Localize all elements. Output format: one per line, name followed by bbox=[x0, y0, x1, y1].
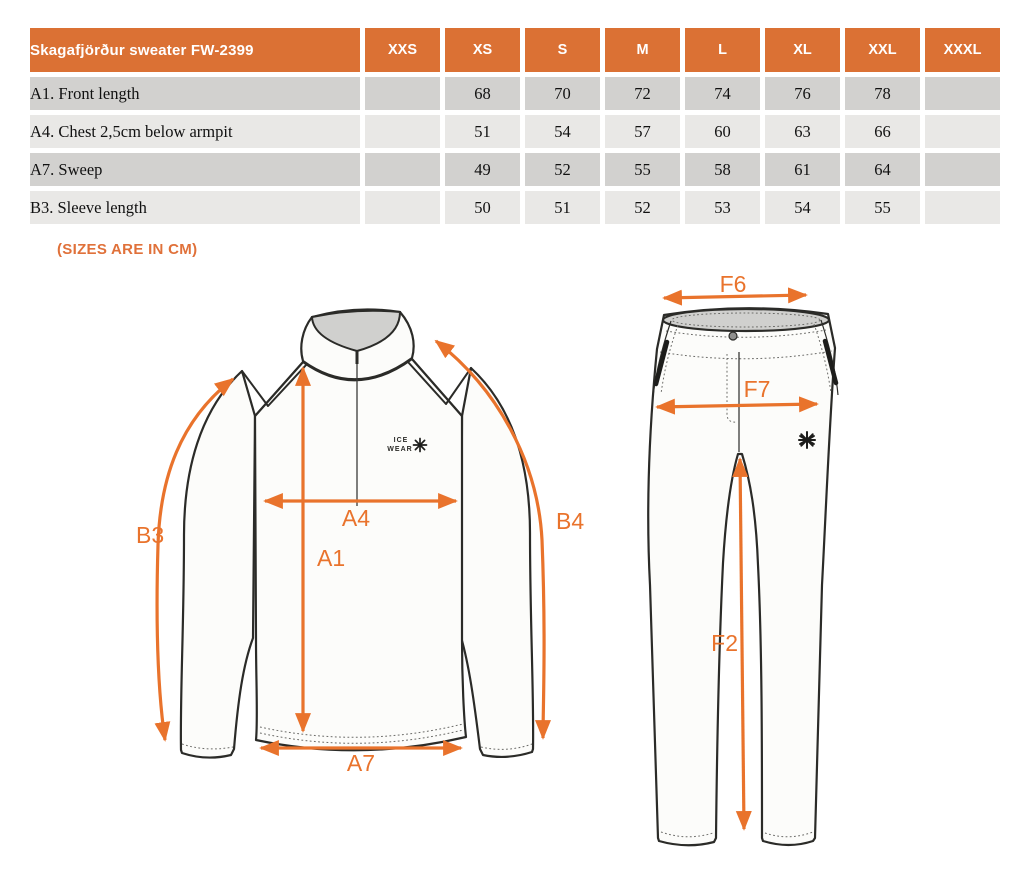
size-header-xl: XL bbox=[765, 28, 840, 72]
cell-xs: 49 bbox=[445, 153, 520, 186]
cell-xl: 63 bbox=[765, 115, 840, 148]
cell-xl: 54 bbox=[765, 191, 840, 224]
cell-xl: 76 bbox=[765, 77, 840, 110]
cell-xxl: 64 bbox=[845, 153, 920, 186]
pants-snowflake-icon bbox=[799, 432, 815, 448]
row-label: A1. Front length bbox=[30, 77, 360, 110]
measure-label-f7: F7 bbox=[743, 376, 771, 402]
sweater-body bbox=[255, 359, 466, 750]
row-label: B3. Sleeve length bbox=[30, 191, 360, 224]
cell-m: 57 bbox=[605, 115, 680, 148]
cell-xs: 51 bbox=[445, 115, 520, 148]
cell-s: 70 bbox=[525, 77, 600, 110]
cell-m: 52 bbox=[605, 191, 680, 224]
size-header-xxs: XXS bbox=[365, 28, 440, 72]
sweater-left-sleeve bbox=[181, 371, 255, 758]
cell-xl: 61 bbox=[765, 153, 840, 186]
units-note: (SIZES ARE IN CM) bbox=[57, 241, 198, 258]
cell-l: 53 bbox=[685, 191, 760, 224]
logo-text-wear: WEAR bbox=[387, 446, 413, 453]
measure-label-b4: B4 bbox=[556, 508, 585, 534]
size-header-m: M bbox=[605, 28, 680, 72]
size-header-xxl: XXL bbox=[845, 28, 920, 72]
cell-xs: 68 bbox=[445, 77, 520, 110]
measure-label-b3: B3 bbox=[136, 522, 165, 548]
sweater-drawing bbox=[136, 309, 584, 776]
row-label: A4. Chest 2,5cm below armpit bbox=[30, 115, 360, 148]
waist-opening bbox=[663, 309, 829, 331]
row-label: A7. Sweep bbox=[30, 153, 360, 186]
cell-m: 55 bbox=[605, 153, 680, 186]
size-header-s: S bbox=[525, 28, 600, 72]
logo-text-ice: ICE bbox=[393, 437, 409, 444]
waist-button bbox=[729, 332, 737, 340]
cell-l: 60 bbox=[685, 115, 760, 148]
size-header-l: L bbox=[685, 28, 760, 72]
cell-xxl: 55 bbox=[845, 191, 920, 224]
sweater-right-sleeve bbox=[461, 368, 533, 757]
measure-label-f2: F2 bbox=[711, 630, 738, 656]
product-title: Skagafjörður sweater FW-2399 bbox=[30, 28, 360, 72]
cell-xs: 50 bbox=[445, 191, 520, 224]
measure-label-a7: A7 bbox=[346, 750, 376, 776]
cell-xxl: 78 bbox=[845, 77, 920, 110]
cell-xxl: 66 bbox=[845, 115, 920, 148]
measure-label-a1: A1 bbox=[317, 545, 346, 571]
cell-s: 51 bbox=[525, 191, 600, 224]
logo-snowflake-icon bbox=[414, 439, 427, 452]
cell-s: 54 bbox=[525, 115, 600, 148]
cell-m: 72 bbox=[605, 77, 680, 110]
measure-label-a4: A4 bbox=[341, 505, 371, 531]
arrow-f2-inseam bbox=[740, 459, 744, 829]
cell-l: 74 bbox=[685, 77, 760, 110]
size-header-xs: XS bbox=[445, 28, 520, 72]
measure-label-f6: F6 bbox=[719, 271, 747, 297]
cell-s: 52 bbox=[525, 153, 600, 186]
size-header-xxxl: XXXL bbox=[925, 28, 1000, 72]
cell-l: 58 bbox=[685, 153, 760, 186]
pants-drawing bbox=[648, 271, 838, 845]
